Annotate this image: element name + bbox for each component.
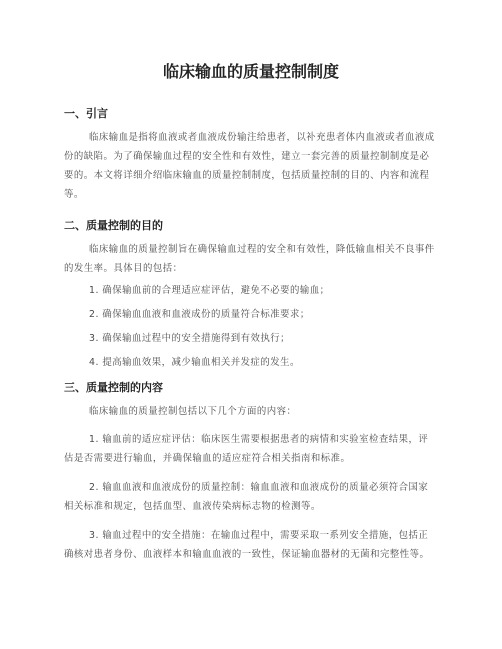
section-heading-intro: 一、引言 (64, 107, 108, 120)
content-item-2 (64, 478, 438, 516)
purpose-paragraph (64, 240, 438, 278)
content-item-1-text: 1. 输血前的适应症评估：临床医生需要根据患者的病情和实验室检查结果，评估是否需要进行输血，并确保输血的适应症符合相关指南和标准。 (64, 434, 429, 464)
purpose-paragraph-text: 临床输血的质量控制旨在确保输血过程的安全和有效性，降低输血相关不良事件的发生率。具体目的包括： (64, 244, 435, 274)
purpose-item-3: 3. 确保输血过程中的安全措施得到有效执行； (89, 333, 291, 344)
purpose-item-2: 2. 确保输血血液和血液成份的质量符合标准要求； (89, 309, 310, 320)
purpose-item-4: 4. 提高输血效果，减少输血相关并发症的发生。 (89, 357, 300, 368)
page-title: 临床输血的质量控制制度 (162, 62, 339, 81)
content-item-3-text: 3. 输血过程中的安全措施：在输血过程中，需要采取一系列安全措施，包括正确核对患者身份、血液样本和输血血液的一致性，保证输血器材的无菌和完整性等。 (64, 530, 430, 560)
content-paragraph-text: 临床输血的质量控制包括以下几个方面的内容： (89, 406, 297, 417)
intro-paragraph (64, 128, 438, 204)
purpose-item-1: 1. 确保输血前的合理适应症评估，避免不必要的输血； (89, 285, 330, 296)
section-heading-content: 三、质量控制的内容 (64, 381, 163, 394)
content-item-3 (64, 526, 438, 564)
intro-paragraph-text: 临床输血是指将血液或者血液成份输注给患者，以补充患者体内血液或者血液成份的缺陷。为了确保输血过程的安全性和有效性，建立一套完善的质量控制制度是必要的。本文将详细介绍临床输血的质量控制制度，包括质量控制的目的、内容和流程等。 (64, 132, 435, 200)
content-item-2-text: 2. 输血血液和血液成份的质量控制：输血血液和血液成份的质量必须符合国家相关标准和规定，包括血型、血液传染病标志物的检测等。 (64, 482, 429, 512)
content-item-1 (64, 430, 438, 468)
content-paragraph (64, 402, 438, 421)
section-heading-purpose: 二、质量控制的目的 (64, 219, 163, 232)
